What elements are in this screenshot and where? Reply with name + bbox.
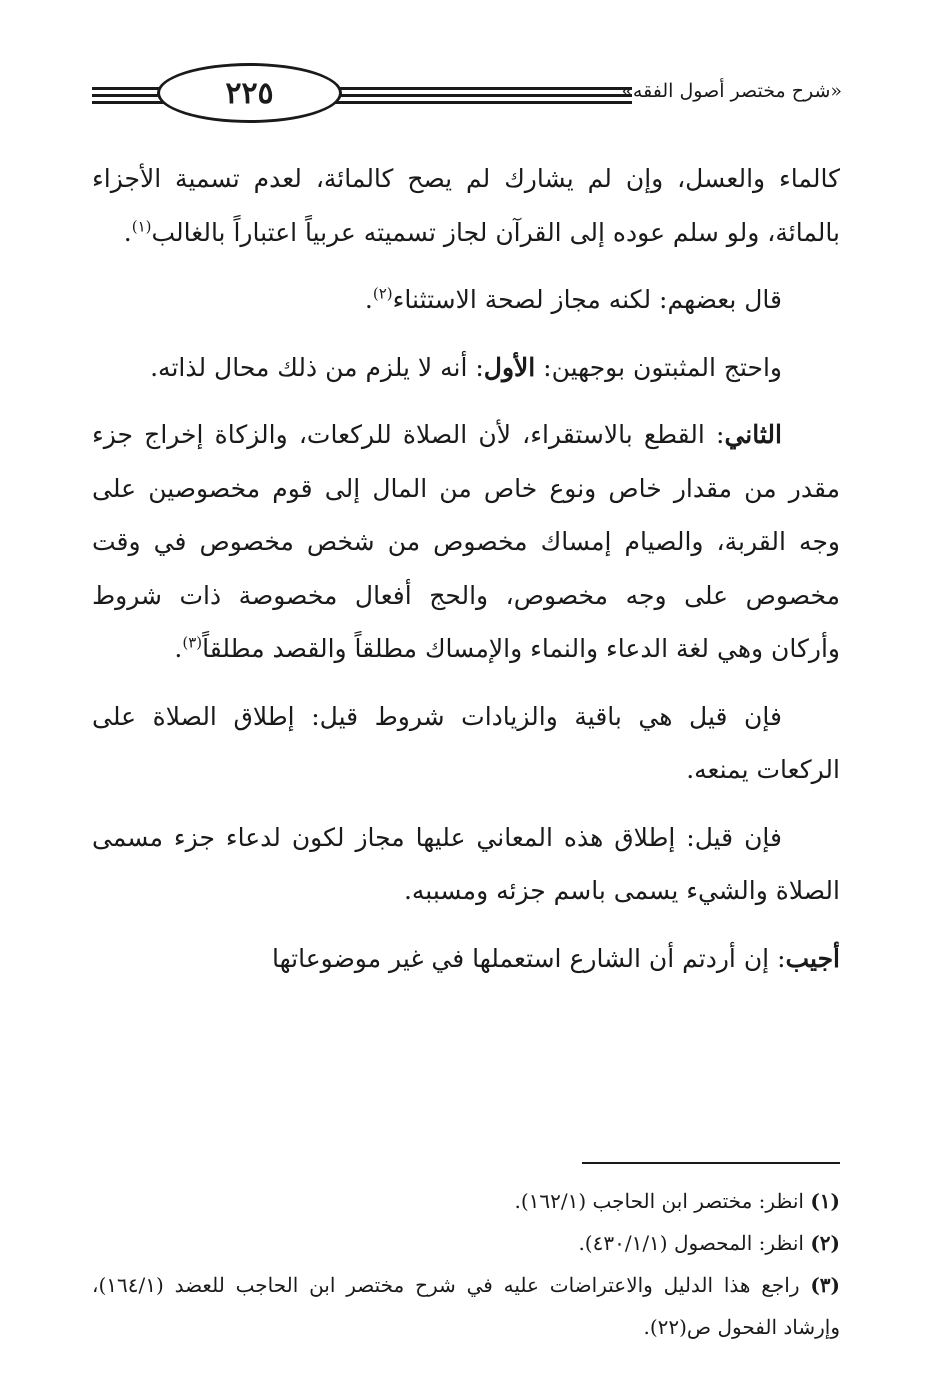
page-number: ٢٢٥ xyxy=(157,63,342,123)
footnote-ref: (٢) xyxy=(372,284,393,303)
footnote-ref: (٣) xyxy=(182,633,203,652)
footnote-separator xyxy=(582,1162,840,1164)
footnote-ref: (١) xyxy=(131,217,152,236)
term-answer: أجيب xyxy=(785,943,840,973)
page-header xyxy=(92,58,852,128)
footnote: (٣) راجع هذا الدليل والاعتراضات عليه في شرح مختصر ابن الحاجب للعضد (١٦٤/١)، وإرشاد الفحول ص(٢٢). xyxy=(92,1273,841,1339)
term-first: الأول xyxy=(483,352,536,382)
paragraph: فإن قيل هي باقية والزيادات شروط قيل: إطلاق الصلاة على الركعات يمنعه. xyxy=(92,701,840,784)
footnote: (٢) انظر: المحصول (٤٣٠/١/١). xyxy=(578,1231,840,1255)
footnotes xyxy=(92,1180,840,1348)
paragraph: كالماء والعسل، وإن لم يشارك لم يصح كالمائة، لعدم تسمية الأجزاء بالمائة، ولو سلم عوده إلى القرآن لجاز تسميته عربياً اعتباراً بالغالب$^{(١)}$. xyxy=(92,164,840,247)
footnote: (١) انظر: مختصر ابن الحاجب (١٦٢/١). xyxy=(514,1189,840,1213)
paragraph: أجيب: إن أردتم أن الشارع استعملها في غير موضوعاتها xyxy=(272,943,840,973)
paragraph: قال بعضهم: لكنه مجاز لصحة الاستثناء$^{(٢)}$. xyxy=(364,284,782,314)
paragraph: فإن قيل: إطلاق هذه المعاني عليها مجاز لكون لدعاء جزء مسمى الصلاة والشيء يسمى باسم جزئه ومسببه. xyxy=(92,822,840,905)
paragraph: الثاني: القطع بالاستقراء، لأن الصلاة للركعات، والزكاة إخراج جزء مقدر من مقدار خاص ونوع خاص من المال إلى قوم مخصوصين على وجه القربة، والصيام إمساك مخصوص من شخص مخصوص في وقت مخصوص على وجه مخصوص، والحج أفعال مخصوصة ذات شروط وأركان وهي لغة الدعاء والنماء والإمساك مطلقاً والقصد مطلقاً$^{(٣)}$. xyxy=(92,420,840,663)
main-text xyxy=(92,152,840,999)
paragraph: واحتج المثبتون بوجهين: الأول: أنه لا يلزم من ذلك محال لذاته. xyxy=(150,352,782,382)
running-title: «شرح مختصر أصول الفقه» xyxy=(621,80,842,102)
term-second: الثاني xyxy=(724,420,782,449)
